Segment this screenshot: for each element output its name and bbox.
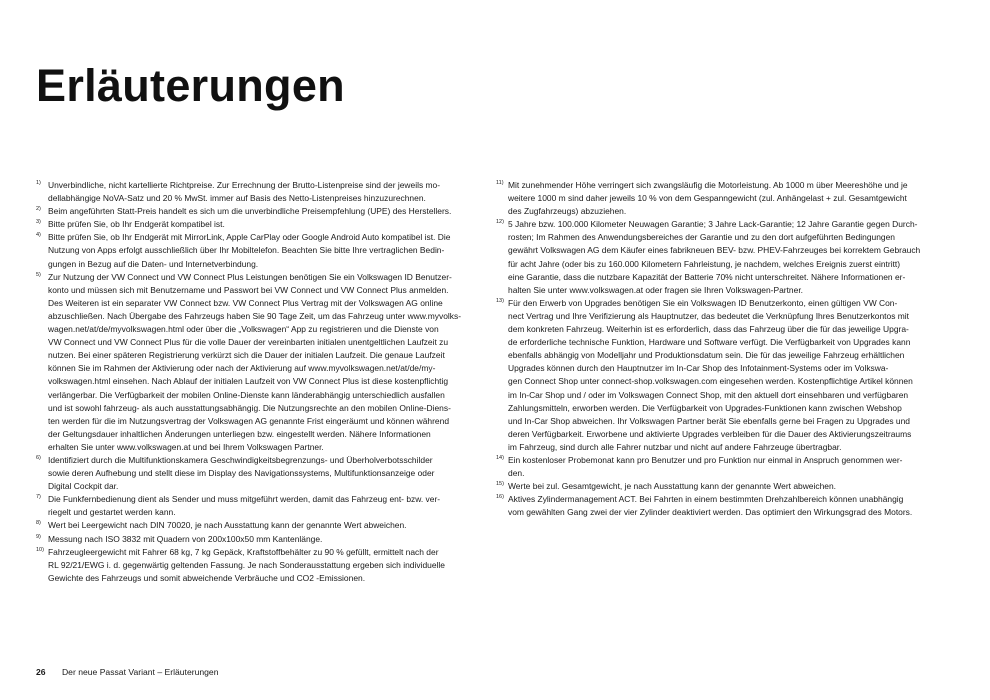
footnote-line: deren Verfügbarkeit. Erworbene und aktivierte Upgrades verbleiben für die Dauer des Aktivierungszeitraums <box>508 428 912 439</box>
footnote-line: Ein kostenloser Probemonat kann pro Benutzer und pro Funktion nur einmal in Anspruch genommen wer- <box>508 454 903 465</box>
footnote-line: Fahrzeugleergewicht mit Fahrer 68 kg, 7 kg Gepäck, Kraftstoffbehälter zu 90 % gefüllt, ermittelt nach der <box>48 546 439 557</box>
footnote-marker: 7) <box>36 494 41 501</box>
footnote-marker: 2) <box>36 206 41 213</box>
footnote <box>36 519 484 532</box>
footnote <box>496 179 948 218</box>
footnote-line: Digital Cockpit dar. <box>48 481 119 492</box>
footnote-line: Unverbindliche, nicht kartellierte Richtpreise. Zur Errechnung der Brutto-Listenpreise sind der jeweils mo- <box>48 180 441 190</box>
footnote-line: de erforderliche technische Funktion, Hardware und Software verfügt. Die Verfügbarkeit von Upgrades kann <box>508 337 911 348</box>
footnote-line: weitere 1000 m sind daher jeweils 10 % von dem Gespanngewicht (zul. Anhängelast + zul. Gesamtgewicht <box>508 193 907 204</box>
footnote <box>496 493 948 519</box>
footnote-line: und ist sowohl fahrzeug- als auch ausstattungsabhängig. Die Nutzungsrechte an den mobilen Online-Diens- <box>48 402 451 413</box>
footnote <box>36 205 484 218</box>
footnote-marker: 12) <box>496 219 504 226</box>
footnote <box>496 218 948 297</box>
footnote-line: gewährt Volkswagen AG dem Käufer eines fabrikneuen BEV- bzw. PHEV-Fahrzeuges bei korrektem Gebrauch <box>508 245 921 256</box>
footnote-line: 5 Jahre bzw. 100.000 Kilometer Neuwagen Garantie; 3 Jahre Lack-Garantie; 12 Jahre Garantie gegen Durch- <box>508 219 918 230</box>
page-number: 26 <box>36 667 46 677</box>
footnote-line: können Sie im Rahmen der Aktivierung oder nach der Aktivierung auf www.myvolkswagen.net/at/de/my- <box>48 363 436 374</box>
footnote <box>36 493 484 519</box>
footnote-line: Identifiziert durch die Multifunktionskamera Geschwindigkeitsbegrenzungs- und Überholverbotsschilder <box>48 454 433 465</box>
footnote-marker: 13) <box>496 297 504 304</box>
footnote-line: rosten; Im Rahmen des Anwendungsbereiches der Garantie und zu den dort aufgeführten Bedingungen <box>508 232 895 243</box>
footnote-marker: 16) <box>496 494 504 501</box>
footnote <box>36 231 484 270</box>
footnote-marker: 14) <box>496 454 504 461</box>
footnote <box>36 533 484 546</box>
footnote-line: halten Sie unter www.volkswagen.at oder fragen sie Ihren Volkswagen-Partner. <box>508 284 804 295</box>
footnote-marker: 10) <box>36 546 44 553</box>
footnote-marker: 1) <box>36 180 41 186</box>
footnote-line: Aktives Zylindermanagement ACT. Bei Fahrten in einem bestimmten Drehzahlbereich können unabhängig <box>508 494 904 505</box>
footnote <box>36 546 484 585</box>
footnote-line: des Zugfahrzeugs) abzuziehen. <box>508 206 627 217</box>
footnote-line: konto und müssen sich mit Benutzername und Passwort bei VW Connect und VW Connect Plus anmelden. <box>48 284 449 295</box>
footnote-line: ten werden für die im Nutzungsvertrag der Volkswagen AG genannte Frist eingeräumt und können während <box>48 415 450 426</box>
footer-text: Der neue Passat Variant – Erläuterungen <box>61 667 219 677</box>
footnote-line: eine Garantie, dass die nutzbare Kapazität der Batterie 70% nicht unterschreitet. Nähere Informationen er- <box>508 271 906 282</box>
footnote-line: Bitte prüfen Sie, ob Ihr Endgerät kompatibel ist. <box>48 219 225 230</box>
footnote-marker: 9) <box>36 533 41 540</box>
footnote-marker: 8) <box>36 520 41 527</box>
footnote-line: und In-Car Shop abweichen. Ihr Volkswagen Partner berät Sie ebenfalls gerne bei Fragen zu Upgrades und <box>508 415 910 426</box>
footnote-line: abzuschließen. Nach Übergabe des Fahrzeugs haben Sie 90 Tage Zeit, um das Fahrzeug unter www.myvolks- <box>48 310 462 321</box>
footnote-line: Für den Erwerb von Upgrades benötigen Sie ein Volkswagen ID Benutzerkonto, einen gültigen VW Con- <box>508 297 898 308</box>
footnote-marker: 5) <box>36 271 41 278</box>
footnote-line: gungen in Bezug auf die Daten- und Internetverbindung. <box>48 258 259 269</box>
footnote-line: den. <box>508 468 525 479</box>
footnote-line: VW Connect und VW Connect Plus für die volle Dauer der vereinbarten initialen unentgeltlichen Laufzeit zu <box>48 337 449 348</box>
footnote-line: der Geltungsdauer inhaltlichen Änderungen unterliegen bzw. eingestellt werden. Nähere Informationen <box>48 428 431 439</box>
footnote-line: Zur Nutzung der VW Connect und VW Connect Plus Leistungen benötigen Sie ein Volkswagen ID Benutzer- <box>48 271 452 282</box>
footnote-line: Upgrades können durch den Hauptnutzer im In-Car Shop des Infotainment-Systems oder im Volkswa- <box>508 363 889 374</box>
footnote-line: erhalten Sie unter www.volkswagen.at und bei Ihrem Volkswagen Partner. <box>48 441 324 452</box>
footnote-marker: 15) <box>496 481 504 488</box>
footnote <box>496 454 948 480</box>
page-title: Erläuterungen <box>36 60 345 112</box>
footnote-line: vom gewählten Gang zwei der vier Zylinder deaktiviert werden. Das optimiert den Wirkungsgrad des Motors. <box>508 507 913 518</box>
footnote-line: Des Weiteren ist ein separater VW Connect bzw. VW Connect Plus Vertrag mit der Volkswagen AG online <box>48 297 443 308</box>
footnote-line: sowie deren Aufhebung und stellt diese im Display des Navigationssystems, Multifunktionsanzeige oder <box>48 468 435 479</box>
footnote-line: dellabhängige NoVA-Satz und 20 % MwSt. immer auf Basis des Netto-Listenpreises hinzuzurechnen. <box>48 193 426 204</box>
footnote-line: volkswagen.html einsehen. Nach Ablauf der initialen Laufzeit von VW Connect Plus ist diese kostenpflichtig <box>48 376 449 387</box>
footnote-line: Messung nach ISO 3832 mit Quadern von 200x100x50 mm Kantenlänge. <box>48 533 323 544</box>
footnote-line: Nutzung von Apps erfolgt ausschließlich über Ihr Mobiltelefon. Beachten Sie bitte Ihre vertraglichen Bedin- <box>48 245 445 256</box>
footnote-line: Zahlungsmitteln, erworben werden. Die Verfügbarkeit von Upgrades-Funktionen kann zwischen Webshop <box>508 402 902 413</box>
footnote-line: nutzen. Bei einer späteren Registrierung verkürzt sich die Dauer der initialen Laufzeit. Die genaue Laufzeit <box>48 350 445 361</box>
footnote-line: Werte bei zul. Gesamtgewicht, je nach Ausstattung kann der genannte Wert abweichen. <box>508 481 837 492</box>
footnote-line: Wert bei Leergewicht nach DIN 70020, je nach Ausstattung kann der genannte Wert abweichen. <box>48 520 407 531</box>
footnote-line: Mit zunehmender Höhe verringert sich zwangsläufig die Motorleistung. Ab 1000 m über Meereshöhe und je <box>508 180 908 190</box>
footnote-line: Die Funkfernbedienung dient als Sender und muss mitgeführt werden, damit das Fahrzeug ent- bzw. ver- <box>48 494 441 505</box>
footnote-line: RL 92/21/EWG i. d. gegenwärtig geltenden Fassung. Je nach Sonderausstattung ergeben sich individuelle <box>48 559 445 570</box>
page-footer <box>36 667 219 677</box>
footnote <box>496 480 948 493</box>
footnote <box>36 271 484 454</box>
footnote <box>36 454 484 493</box>
footnote-line: Beim angeführten Statt-Preis handelt es sich um die unverbindliche Preisempfehlung (UPE) des Herstellers. <box>48 206 452 217</box>
footnote-marker: 3) <box>36 219 41 226</box>
footnote <box>36 218 484 231</box>
footnote-line: ebenfalls abhängig von Modelljahr und Produktionsdatum sein. Die für das jeweilige Fahrzeug erhältlichen <box>508 350 905 361</box>
footnote-marker: 6) <box>36 454 41 461</box>
footnote-line: für acht Jahre (oder bis zu 160.000 Kilometern Fahrleistung, je nachdem, welches Ereignis zuerst eintritt) <box>508 258 901 269</box>
footnotes-right-column <box>496 179 948 519</box>
footnote-line: im In-Car Shop und / oder im Volkswagen Connect Shop, mit den aktuell dort einsehbaren und verfügbaren <box>508 389 909 400</box>
footnote-line: dem konkreten Fahrzeug. Weiterhin ist es erforderlich, dass das Fahrzeug über die für das jeweilige Upgra- <box>508 324 909 335</box>
footnote-line: Gewichte des Fahrzeugs und somit abweichende Verbräuche und CO2 -Emissionen. <box>48 572 366 583</box>
footnote-marker: 4) <box>36 232 41 239</box>
footnotes-left-column <box>36 179 484 585</box>
footnote-line: wagen.net/at/de/myvolkswagen.html oder über die „Volkswagen“ App zu registrieren und die Dienste von <box>48 324 439 335</box>
footnote-line: verlängerbar. Die Verfügbarkeit der mobilen Online-Dienste kann länderabhängig unterschiedlich ausfallen <box>48 389 445 400</box>
footnote <box>496 297 948 454</box>
footnote <box>36 179 484 205</box>
footnote-line: riegelt und gestartet werden kann. <box>48 507 176 518</box>
footnote-line: gen Connect Shop unter connect-shop.volkswagen.com eingesehen werden. Kostenpflichtige Artikel können <box>508 376 913 387</box>
footnote-line: im Fahrzeug, sind durch alle Fahrer nutzbar und nicht auf andere Fahrzeuge übertragbar. <box>508 441 842 452</box>
footnote-marker: 11) <box>496 180 504 186</box>
footnote-line: Bitte prüfen Sie, ob Ihr Endgerät mit MirrorLink, Apple CarPlay oder Google Android Auto kompatibel ist. Die <box>48 232 451 243</box>
footnote-line: nect Vertrag und Ihre Verifizierung als Hauptnutzer, das bedeutet die Verknüpfung Ihres Benutzerkontos mit <box>508 310 910 321</box>
